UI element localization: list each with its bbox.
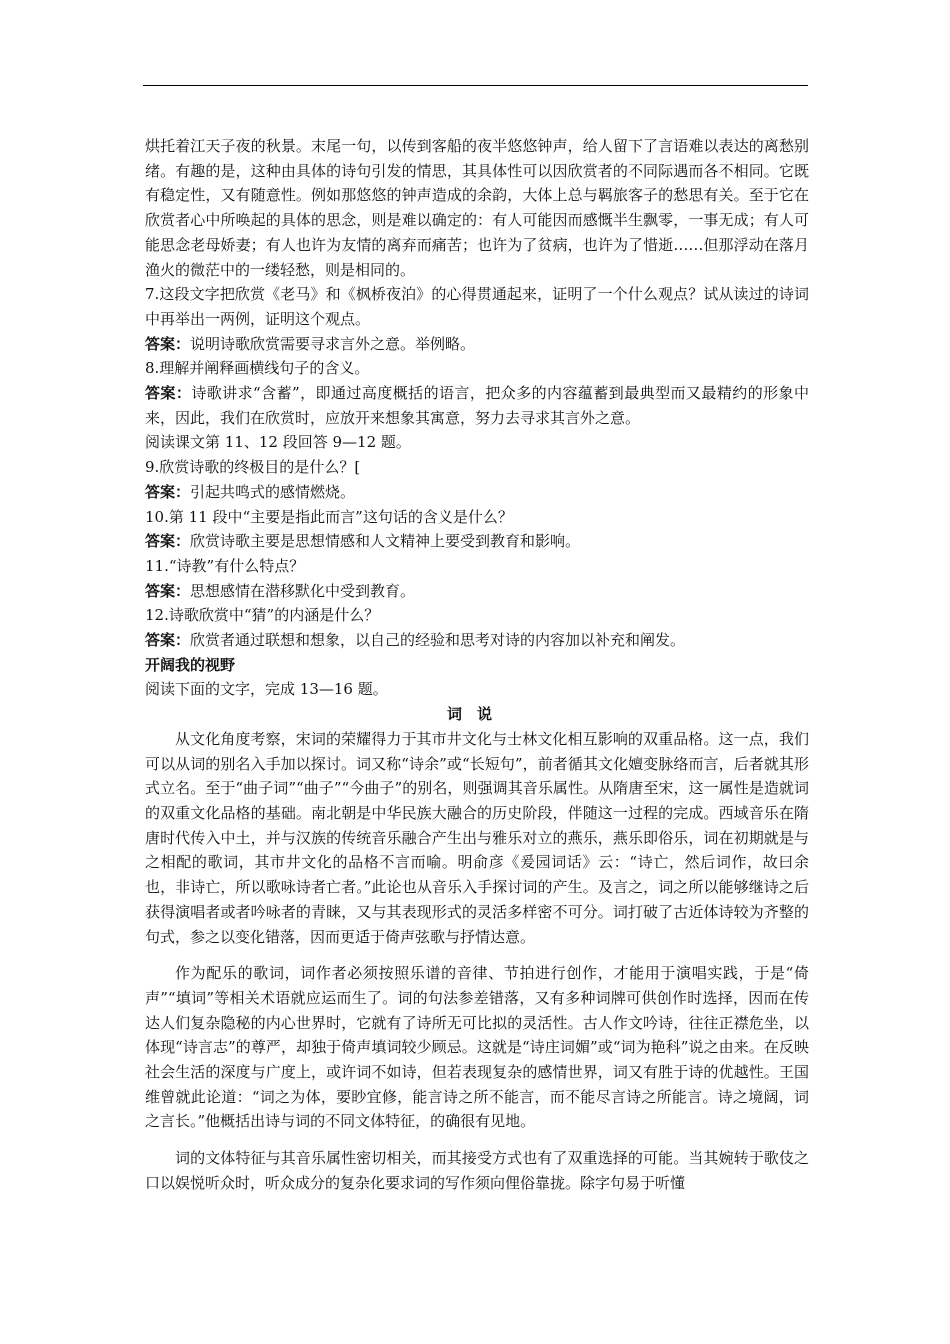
article-paragraph-3: 词的文体特征与其音乐属性密切相关，而其接受方式也有了双重选择的可能。当其婉转于歌伎之口以娱悦听众时，听众成分的复杂化要求词的写作须向俚俗靠拢。除字句易于听懂 <box>145 1149 809 1192</box>
answer-label: 答案： <box>145 532 191 551</box>
answer-label: 答案： <box>145 334 191 353</box>
answer-7 <box>145 332 809 357</box>
article-paragraph-1: 从文化角度考察，宋词的荣耀得力于其市井文化与士林文化相互影响的双重品格。这一点，我们可以从词的别名入手加以探讨。词又称“诗余”或“长短句”，前者循其文化嬗变脉络而言，后者就其形式立名。至于“曲子词”“曲子”“今曲子”的别名，则强调其音乐属性。从隋唐至宋，这一属性是造就词的双重文化品格的基础。南北朝是中华民族大融合的历史阶段，伴随这一过程的完成。西域音乐在隋唐时代传入中土，并与汉族的传统音乐融合产生出与雅乐对立的燕乐，燕乐即俗乐，词在初期就是与之相配的歌词，其市井文化的品格不言而喻。明俞彦《爰园词话》云：“诗亡，然后词作，故曰余也，非诗亡，所以歌咏诗者亡者。”此论也从音乐入手探讨词的产生。及言之，词之所以能够继诗之后获得演唱者或者吟咏者的青睐，又与其表现形式的灵活多样密不可分。词打破了古近体诗较为齐整的句式，参之以变化错落，因而更适于倚声弦歌与抒情达意。 <box>145 729 809 946</box>
answer-text: 思想感情在潜移默化中受到教育。 <box>190 581 416 600</box>
answer-label: 答案： <box>145 384 192 403</box>
answer-label: 答案： <box>145 482 191 501</box>
answer-text: 诗歌讲求“含蓄”，即通过高度概括的语言，把众多的内容蕴蓄到最典型而又最精约的形象中来，因此，我们在欣赏时，应放开来想象其寓意，努力去寻求其言外之意。 <box>145 384 809 427</box>
question-8: 8.理解并阐释画横线句子的含义。 <box>145 359 370 378</box>
answer-label: 答案： <box>145 631 191 650</box>
instruction-9-12: 阅读课文第 11、12 段回答 9—12 题。 <box>145 433 411 452</box>
answer-11 <box>145 579 809 604</box>
article-title: 词说 <box>446 705 507 724</box>
answer-10 <box>145 529 809 554</box>
answer-label: 答案： <box>145 581 191 600</box>
document-body <box>145 134 809 1196</box>
answer-text: 说明诗歌欣赏需要寻求言外之意。举例略。 <box>190 334 476 353</box>
paragraph-gap <box>145 1134 809 1146</box>
answer-12 <box>145 628 809 653</box>
answer-text: 欣赏诗歌主要是思想情感和人文精神上要受到教育和影响。 <box>190 532 581 551</box>
paragraph-gap <box>145 949 809 961</box>
paragraph-continued: 烘托着江天子夜的秋景。末尾一句，以传到客船的夜半悠悠钟声，给人留下了言语难以表达的离愁别绪。有趣的是，这种由具体的诗句引发的情思，其具体性可以因欣赏者的不同际遇而各不相同。它既有稳定性，又有随意性。例如那悠悠的钟声造成的余韵，大体上总与羁旅客子的愁思有关。至于它在欣赏者心中所唤起的具体的思念，则是难以确定的：有人可能因而感慨半生飘零，一事无成；有人可能思念老母娇妻；有人也许为友情的离弃而痛苦；也许为了贫病，也许为了惜逝……但那浮动在落月渔火的微茫中的一缕轻愁，则是相同的。 <box>145 137 809 279</box>
instruction-13-16: 阅读下面的文字，完成 13—16 题。 <box>145 680 388 699</box>
header-rule <box>143 85 808 86</box>
section-heading: 开阔我的视野 <box>145 655 236 674</box>
question-10: 10.第 11 段中“主要是指此而言”这句话的含义是什么？ <box>145 507 513 526</box>
answer-text: 欣赏者通过联想和想象，以自己的经验和思考对诗的内容加以补充和阐发。 <box>190 631 686 650</box>
question-11: 11.“诗教”有什么特点？ <box>145 556 305 575</box>
question-9: 9.欣赏诗歌的终极目的是什么？[ <box>145 458 361 477</box>
answer-text: 引起共鸣式的感情燃烧。 <box>190 482 356 501</box>
question-7: 7.这段文字把欣赏《老马》和《枫桥夜泊》的心得贯通起来，证明了一个什么观点？试从读过的诗词中再举出一两例，证明这个观点。 <box>145 285 809 328</box>
article-paragraph-2: 作为配乐的歌词，词作者必须按照乐谱的音律、节拍进行创作，才能用于演唱实践，于是“倚声”“填词”等相关术语就应运而生了。词的句法参差错落，又有多种词牌可供创作时选择，因而在传达人们复杂隐秘的内心世界时，它就有了诗所无可比拟的灵活性。古人作文吟诗，往往正襟危坐，以体现“诗言志”的尊严，却独于倚声填词较少顾忌。这就是“诗庄词媚”或“词为艳科”说之由来。在反映社会生活的深度与广度上，或许词不如诗，但若表现复杂的感情世界，词又有胜于诗的优越性。王国维曾就此论道：“词之为体，要眇宜修，能言诗之所不能言，而不能尽言诗之所能言。诗之境阔，词之言长。”他概括出诗与词的不同文体特征，的确很有见地。 <box>145 964 809 1131</box>
answer-8 <box>145 381 809 430</box>
answer-9 <box>145 480 809 505</box>
question-12: 12.诗歌欣赏中“猜”的内涵是什么？ <box>145 606 380 625</box>
